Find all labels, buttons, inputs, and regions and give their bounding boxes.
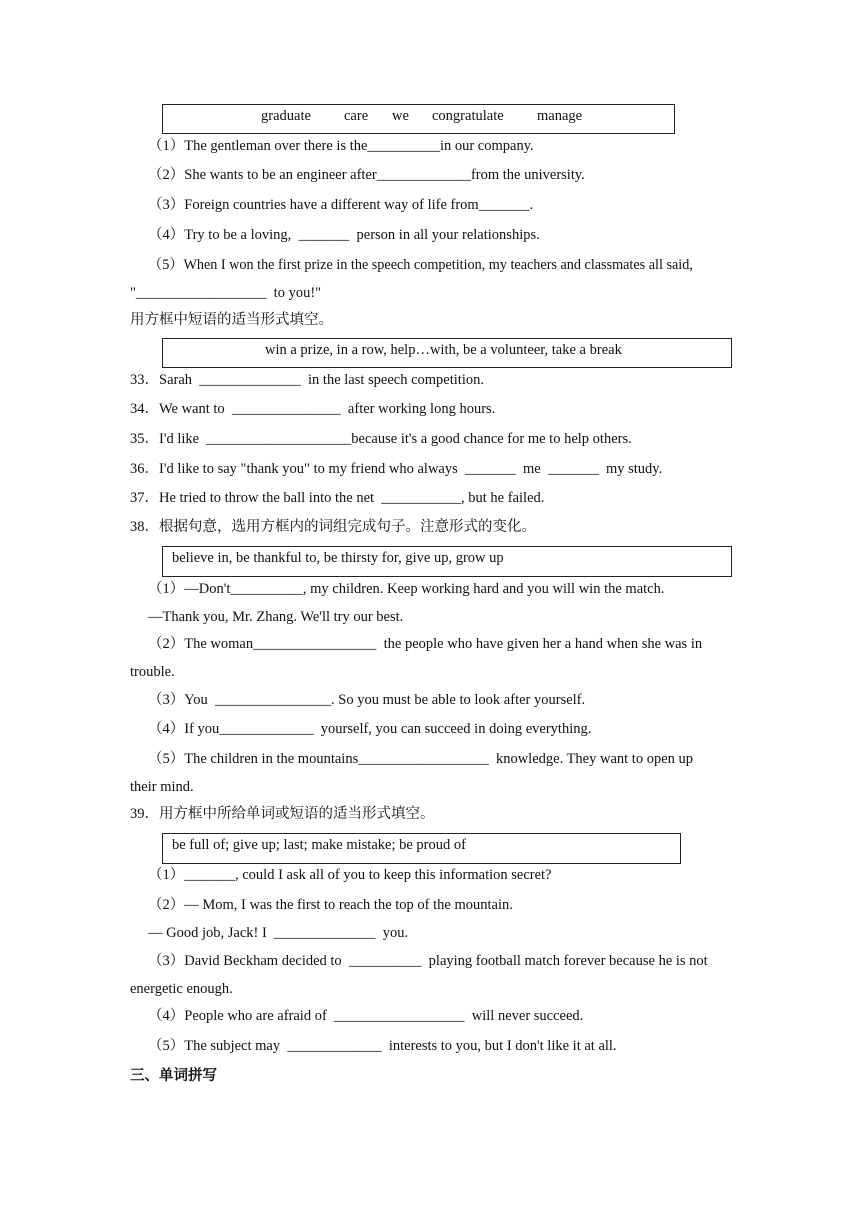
question-line: （4）Try to be a loving, _______ person in all your relationships. xyxy=(148,227,540,243)
question-line: trouble. xyxy=(130,664,175,680)
instruction: 用方框中短语的适当形式填空。 xyxy=(130,312,333,328)
question-line: （4）If you_____________ yourself, you can succeed in doing everything. xyxy=(148,721,592,737)
box-word: care xyxy=(344,108,369,124)
box-text: be full of; give up; last; make mistake; be proud of xyxy=(172,837,466,853)
question-line: energetic enough. xyxy=(130,981,233,997)
question-line: （3）Foreign countries have a different way of life from_______. xyxy=(148,197,534,213)
instruction: 39．用方框中所给单词或短语的适当形式填空。 xyxy=(130,806,435,822)
question-line: 35．I'd like ____________________because it's a good chance for me to help others. xyxy=(130,431,632,447)
question-line: （1）_______, could I ask all of you to keep this information secret? xyxy=(148,867,552,883)
box-word: graduate xyxy=(261,108,311,124)
question-line: "__________________ to you!" xyxy=(130,285,322,301)
question-line: their mind. xyxy=(130,779,194,795)
phrase-box-3 xyxy=(162,546,732,577)
question-line: （5）When I won the first prize in the speech competition, my teachers and classmates all said, xyxy=(148,257,693,273)
box-word: manage xyxy=(537,108,583,124)
question-line: 37．He tried to throw the ball into the net ___________, but he failed. xyxy=(130,490,545,506)
question-line: （3）David Beckham decided to __________ playing football match forever because he is not xyxy=(148,953,708,969)
question-line: 34．We want to _______________ after working long hours. xyxy=(130,401,496,417)
box-text: believe in, be thankful to, be thirsty for, give up, grow up xyxy=(172,550,504,566)
question-line: （4）People who are afraid of __________________ will never succeed. xyxy=(148,1008,584,1024)
box-word: congratulate xyxy=(432,108,504,124)
question-line: （2）— Mom, I was the first to reach the top of the mountain. xyxy=(148,897,513,913)
question-line: 33．Sarah ______________ in the last speech competition. xyxy=(130,372,484,388)
question-line: （2）She wants to be an engineer after_____________from the university. xyxy=(148,167,585,183)
question-line: 36．I'd like to say "thank you" to my friend who always _______ me _______ my study. xyxy=(130,461,663,477)
box-word: we xyxy=(392,108,409,124)
box-text: win a prize, in a row, help…with, be a volunteer, take a break xyxy=(265,342,622,358)
phrase-box-2 xyxy=(162,338,732,368)
phrase-box-4 xyxy=(162,833,681,864)
question-line: —Thank you, Mr. Zhang. We'll try our best. xyxy=(148,609,404,625)
question-line: （1）—Don't__________, my children. Keep working hard and you will win the match. xyxy=(148,581,665,597)
word-box-1 xyxy=(162,104,675,134)
question-line: — Good job, Jack! I ______________ you. xyxy=(148,925,409,941)
section-heading: 三、单词拼写 xyxy=(130,1068,217,1084)
question-line: （5）The subject may _____________ interests to you, but I don't like it at all. xyxy=(148,1038,617,1054)
question-line: （3）You ________________. So you must be able to look after yourself. xyxy=(148,692,586,708)
question-line: （1）The gentleman over there is the__________in our company. xyxy=(148,138,534,154)
question-line: （2）The woman_________________ the people who have given her a hand when she was in xyxy=(148,636,703,652)
instruction: 38．根据句意，选用方框内的词组完成句子。注意形式的变化。 xyxy=(130,519,536,535)
question-line: （5）The children in the mountains__________________ knowledge. They want to open up xyxy=(148,751,694,767)
